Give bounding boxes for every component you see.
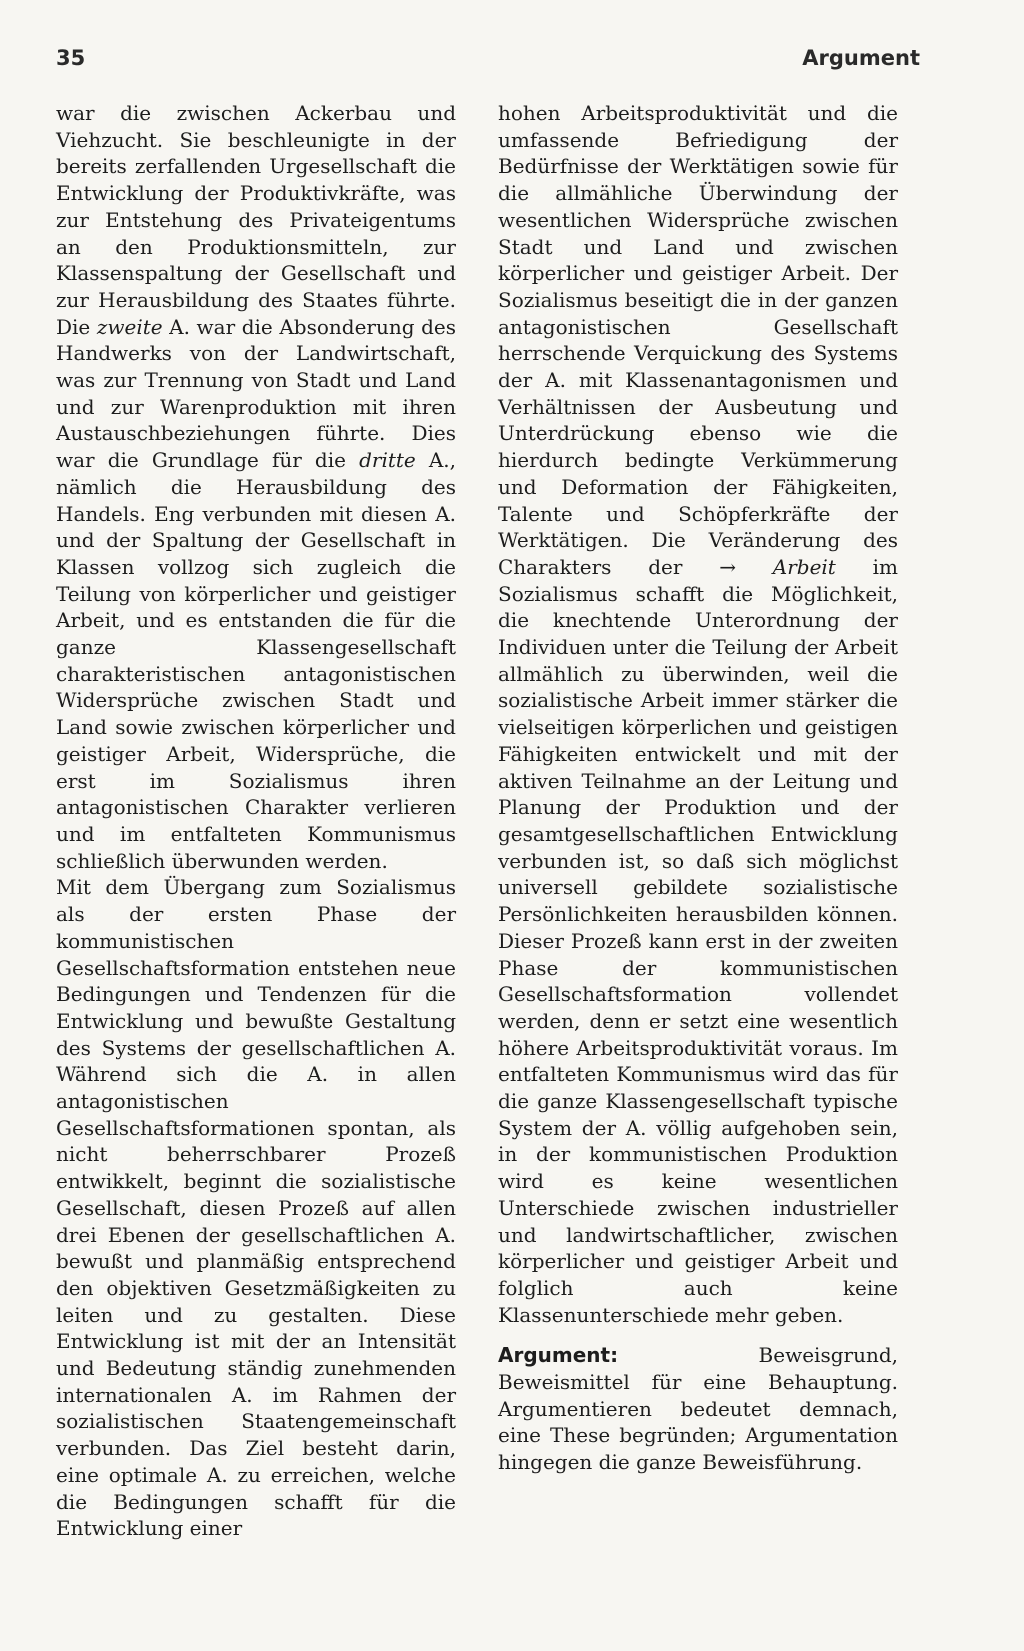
right-column <box>498 100 898 1476</box>
emphasis-zweite: zweite <box>96 314 163 339</box>
emphasis-dritte: dritte <box>359 448 416 473</box>
text-run: war die zwischen Ackerbau und Viehzucht. Sie beschleunigte in der bereits zerfallenden Urgesellschaft die Entwicklung der Produktivkräfte, was zur Entstehung des Privateigentums an den Produktionsmitteln, zur Klassenspaltung der Gesellschaft und zur Herausbildung des Staates führte. Die <box>56 101 456 339</box>
left-paragraph-1 <box>56 100 456 874</box>
dictionary-entry-argument <box>498 1342 898 1476</box>
left-column <box>56 100 456 1542</box>
text-run: A. war die Absonderung des Handwerks von der Landwirtschaft, was zur Trennung von Stadt und Land und zur Warenproduktion mit ihren Austauschbeziehungen führte. Dies war die Grundlage für die <box>56 314 457 473</box>
cross-reference-arrow-icon: → <box>719 554 736 579</box>
cross-reference-arbeit[interactable]: Arbeit <box>772 554 836 579</box>
page-header <box>56 46 920 86</box>
text-run: hohen Arbeitsproduktivität und die umfassende Befriedigung der Bedürfnisse der Werktätigen sowie für die allmähliche Überwindung der wesentlichen Widersprüche zwischen Stadt und Land und zwischen körperlicher und geistiger Arbeit. Der Sozialismus beseitigt die in der ganzen antagonistischen Gesellschaft herrschende Verquickung des Systems der A. mit Klassenantagonismen und Verhältnissen der Ausbeutung und Unterdrückung ebenso wie die hierdurch bedingte Verkümmerung und Deformation der Fähigkeiten, Talente und Schöpferkräfte der Werktätigen. Die Veränderung des Charakters der <box>498 101 898 579</box>
text-run: A., nämlich die Herausbildung des Handels. Eng verbunden mit diesen A. und der Spaltung der Gesellschaft in Klassen vollzog sich zugleich die Teilung von körperlicher und geistiger Arbeit, und es entstanden die für die ganze Klassengesellschaft charakteristischen antagonistischen Widersprüche zwischen Stadt und Land sowie zwischen körperlicher und geistiger Arbeit, Widersprüche, die erst im Sozialismus ihren antagonistischen Charakter verlieren und im entfalteten Kommunismus schließlich überwunden werden. <box>56 448 457 873</box>
text-run: im Sozialismus schafft die Möglichkeit, die knechtende Unterordnung der Individuen unter die Teilung der Arbeit allmählich zu überwinden, weil die sozialistische Arbeit immer stärker die vielseitigen körperlichen und geistigen Fähigkeiten entwickelt und mit der aktiven Teilnahme an der Leitung und Planung der Produktion und der gesamtgesellschaftlichen Entwicklung verbunden ist, so daß sich möglichst universell gebildete sozialistische Persönlichkeiten herausbilden können. Dieser Prozeß kann erst in der zweiten Phase der kommunistischen Gesellschaftsformation vollendet werden, denn er setzt eine wesentlich höhere Arbeitsproduktivität voraus. Im entfalteten Kommunismus wird das für die ganze Klassengesellschaft typische System der A. völlig aufgehoben sein, in der kommunistischen Produktion wird es keine wesentlichen Unterschiede zwischen industrieller und landwirtschaftlicher, zwischen körperlicher und geistiger Arbeit und folglich auch keine Klassenunterschiede mehr geben. <box>498 554 898 1327</box>
entry-definition: Beweisgrund, Beweismittel für eine Behauptung. Argumentieren bedeutet demnach, eine These begründen; Argumentation hingegen die ganze Beweisführung. <box>498 1343 898 1475</box>
left-paragraph-2: Mit dem Übergang zum Sozialismus als der ersten Phase der kommunistischen Gesellschaftsformation entstehen neue Bedingungen und Tendenzen für die Entwicklung und bewußte Gestaltung des Systems der gesellschaftlichen A. Während sich die A. in allen antagonistischen Gesellschaftsformationen spontan, als nicht beherrschbarer Prozeß entwikkelt, beginnt die sozialistische Gesellschaft, diesen Prozeß auf allen drei Ebenen der gesellschaftlichen A. bewußt und planmäßig entsprechend den objektiven Gesetzmäßigkeiten zu leiten und zu gestalten. Diese Entwicklung ist mit der an Intensität und Bedeutung ständig zunehmenden internationalen A. im Rahmen der sozialistischen Staatengemeinschaft verbunden. Das Ziel besteht darin, eine optimale A. zu erreichen, welche die Bedingungen schafft für die Entwicklung einer <box>56 875 456 1541</box>
page-number: 35 <box>56 46 86 70</box>
right-paragraph-1 <box>498 100 898 1328</box>
running-head: Argument <box>802 46 920 70</box>
entry-term: Argument: <box>498 1343 619 1368</box>
